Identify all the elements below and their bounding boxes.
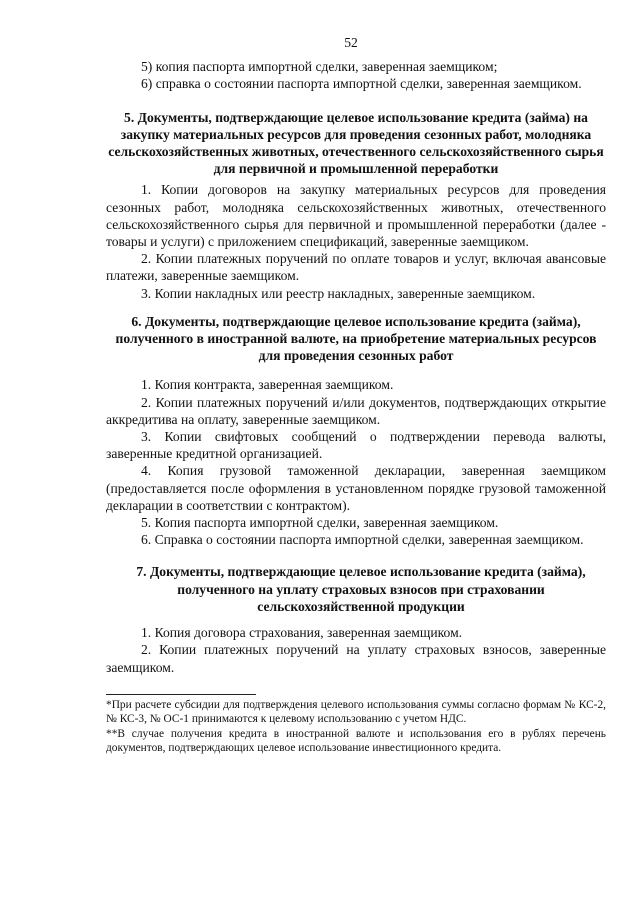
section-6-heading: 6. Документы, подтверждающие целевое использование кредита (займа), полученного в иностранной валюте, на приобретение материальных ресурсов для проведения сезонных работ <box>115 313 597 364</box>
section-5-heading: 5. Документы, подтверждающие целевое использование кредита (займа) на закупку материальных ресурсов для проведения сезонных работ, молодняка сельскохозяйственных животных, отечественного сельскохозяйственного сырья для первичной и промышленной переработки <box>108 109 604 177</box>
footnote-2: **В случае получения кредита в иностранной валюте и использования его в рублях перечень документов, подтверждающих целевое использование инвестиционного кредита. <box>106 727 606 754</box>
section-6-item-5: 5. Копия паспорта импортной сделки, заверенная заемщиком. <box>141 515 499 531</box>
section-5-item-2: 2. Копии платежных поручений по оплате товаров и услуг, включая авансовые платежи, заверенные заемщиком. <box>106 251 606 284</box>
footnote-1: *При расчете субсидии для подтверждения целевого использования суммы согласно формам № КС-2, № КС-3, № ОС-1 принимаются к целевому использованию с учетом НДС. <box>106 698 606 726</box>
section-6-item-2: 2. Копии платежных поручений и/или документов, подтверждающих открытие аккредитива на оплату, заверенные заемщиком. <box>106 394 606 427</box>
section-5-item-1: 1. Копии договоров на закупку материальных ресурсов для проведения сезонных работ, молодняка сельскохозяйственных животных, отечественного сельскохозяйственного сырья для первичной и промышленной переработки (далее - товары и услуги) с приложением спецификаций, заверенные заемщиком. <box>106 182 606 250</box>
section-7-item-2: 2. Копии платежных поручений на уплату страховых взносов, заверенные заемщиком. <box>106 642 606 675</box>
footnote-divider <box>106 694 256 695</box>
section-7-heading: 7. Документы, подтверждающие целевое использование кредита (займа), полученного на уплату страховых взносов при страховании сельскохозяйственной продукции <box>136 564 586 614</box>
page-number: 52 <box>344 35 358 50</box>
section-6-item-3: 3. Копии свифтовых сообщений о подтверждении перевода валюты, заверенные кредитной организацией. <box>106 429 606 462</box>
section-7-item-1: 1. Копия договора страхования, заверенная заемщиком. <box>141 625 463 641</box>
intro-item-6: 6) справка о состоянии паспорта импортной сделки, заверенная заемщиком. <box>141 76 582 92</box>
intro-item-5: 5) копия паспорта импортной сделки, заверенная заемщиком; <box>141 59 498 75</box>
section-6-item-4: 4. Копия грузовой таможенной декларации, заверенная заемщиком (предоставляется после оформления в установленном порядке грузовой таможенной декларации в соответствии с контрактом). <box>106 463 606 513</box>
section-5-item-3: 3. Копии накладных или реестр накладных, заверенные заемщиком. <box>141 285 536 301</box>
section-6-item-1: 1. Копия контракта, заверенная заемщиком. <box>141 377 394 393</box>
section-6-item-6: 6. Справка о состоянии паспорта импортной сделки, заверенная заемщиком. <box>141 532 584 548</box>
